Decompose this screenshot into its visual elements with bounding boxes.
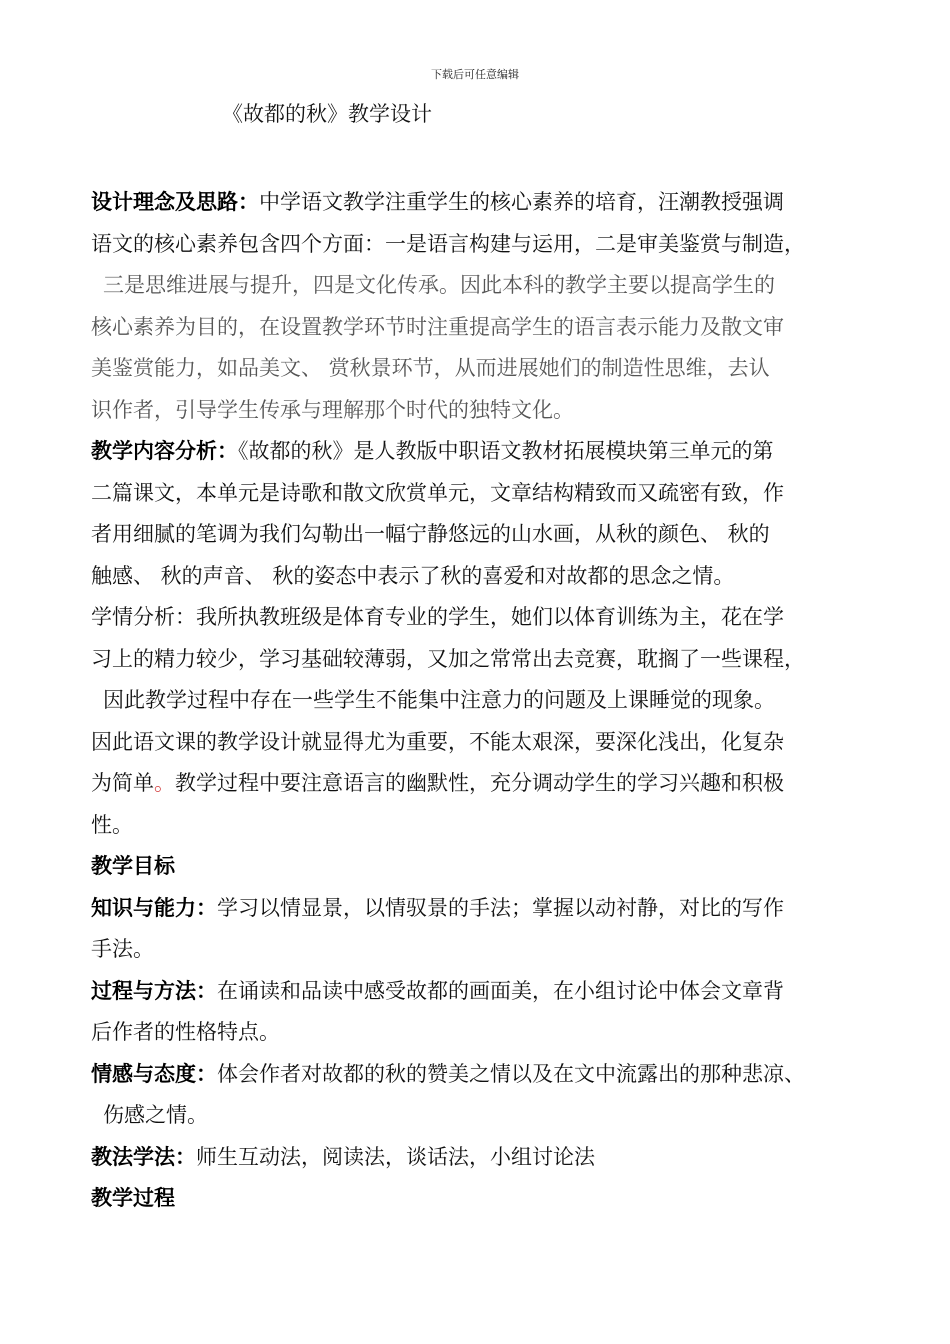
content-analysis-line-3: 者用细腻的笔调为我们勾勒出一幅宁静悠远的山水画，从秋的颜色、 秋的 — [91, 522, 770, 546]
design-concept-line-2: 语文的核心素养包含四个方面：一是语言构建与运用，二是审美鉴赏与制造， — [91, 231, 805, 256]
student-analysis-line-3: 因此教学过程中存在一些学生不能集中注意力的问题及上课睡觉的现象。 — [103, 688, 775, 712]
design-concept-line-6: 识作者，引导学生传承与理解那个时代的独特文化。 — [91, 397, 574, 422]
content-analysis-label: 教学内容分析： — [91, 439, 238, 463]
emotion-line-1: 情感与态度：体会作者对故都的秋的赞美之情以及在文中流露出的那种悲凉、 — [91, 1061, 805, 1086]
content-analysis-line-4: 触感、 秋的声音、 秋的姿态中表示了秋的喜爱和对故都的思念之情。 — [91, 563, 735, 588]
student-analysis-line-4: 因此语文课的教学设计就显得尤为重要，不能太艰深，要深化浅出，化复杂 — [91, 729, 784, 754]
design-concept-text: 中学语文教学注重学生的核心素养的培育，汪潮教授强调 — [259, 190, 784, 214]
student-analysis-line-2: 习上的精力较少，学习基础较薄弱，又加之常常出去竞赛，耽搁了一些课程， — [91, 646, 805, 671]
methods-line: 教法学法：师生互动法，阅读法，谈话法，小组讨论法 — [91, 1144, 595, 1169]
methods-label: 教法学法： — [91, 1144, 196, 1169]
header-note: 下载后可任意编辑 — [431, 68, 519, 81]
design-concept-line-1 — [91, 182, 881, 224]
content-analysis-line-2: 二篇课文，本单元是诗歌和散文欣赏单元，文章结构精致而又疏密有致，作 — [91, 480, 784, 505]
process-line-2: 后作者的性格特点。 — [91, 1020, 280, 1044]
knowledge-line-2: 手法。 — [91, 937, 154, 961]
student-analysis-label: 学情分析： — [91, 605, 196, 629]
design-concept-line-5: 美鉴赏能力，如品美文、 赏秋景环节，从而进展她们的制造性思维，去认 — [91, 356, 770, 380]
content-analysis-line-1: 教学内容分析：《故都的秋》是人教版中职语文教材拓展模块第三单元的第 — [91, 439, 774, 463]
process-heading: 教学过程 — [91, 1186, 175, 1210]
knowledge-label: 知识与能力： — [91, 895, 217, 920]
document-title: 《故都的秋》教学设计 — [222, 102, 432, 126]
process-line-1: 过程与方法：在诵读和品读中感受故都的画面美，在小组讨论中体会文章背 — [91, 978, 784, 1003]
process-label: 过程与方法： — [91, 978, 217, 1003]
design-concept-line-4: 核心素养为目的，在设置教学环节时注重提高学生的语言表示能力及散文审 — [91, 314, 784, 339]
student-analysis-line-5: 为简单。教学过程中要注意语言的幽默性，充分调动学生的学习兴趣和积极 — [91, 771, 784, 795]
student-analysis-line-6: 性。 — [91, 812, 133, 837]
document-body — [91, 182, 881, 1220]
design-concept-label: 设计理念及思路： — [91, 190, 259, 214]
teaching-goals-heading: 教学目标 — [91, 854, 175, 878]
knowledge-line-1: 知识与能力：学习以情显景，以情驭景的手法；掌握以动衬静，对比的写作 — [91, 895, 784, 920]
emotion-line-2: 伤感之情。 — [103, 1103, 208, 1127]
emotion-label: 情感与态度： — [91, 1061, 217, 1086]
student-analysis-line-1: 学情分析：我所执教班级是体育专业的学生，她们以体育训练为主，花在学 — [91, 605, 784, 629]
design-concept-line-3: 三是思维进展与提升，四是文化传承。因此本科的教学主要以提高学生的 — [103, 273, 775, 297]
red-punctuation: 。 — [154, 771, 175, 795]
